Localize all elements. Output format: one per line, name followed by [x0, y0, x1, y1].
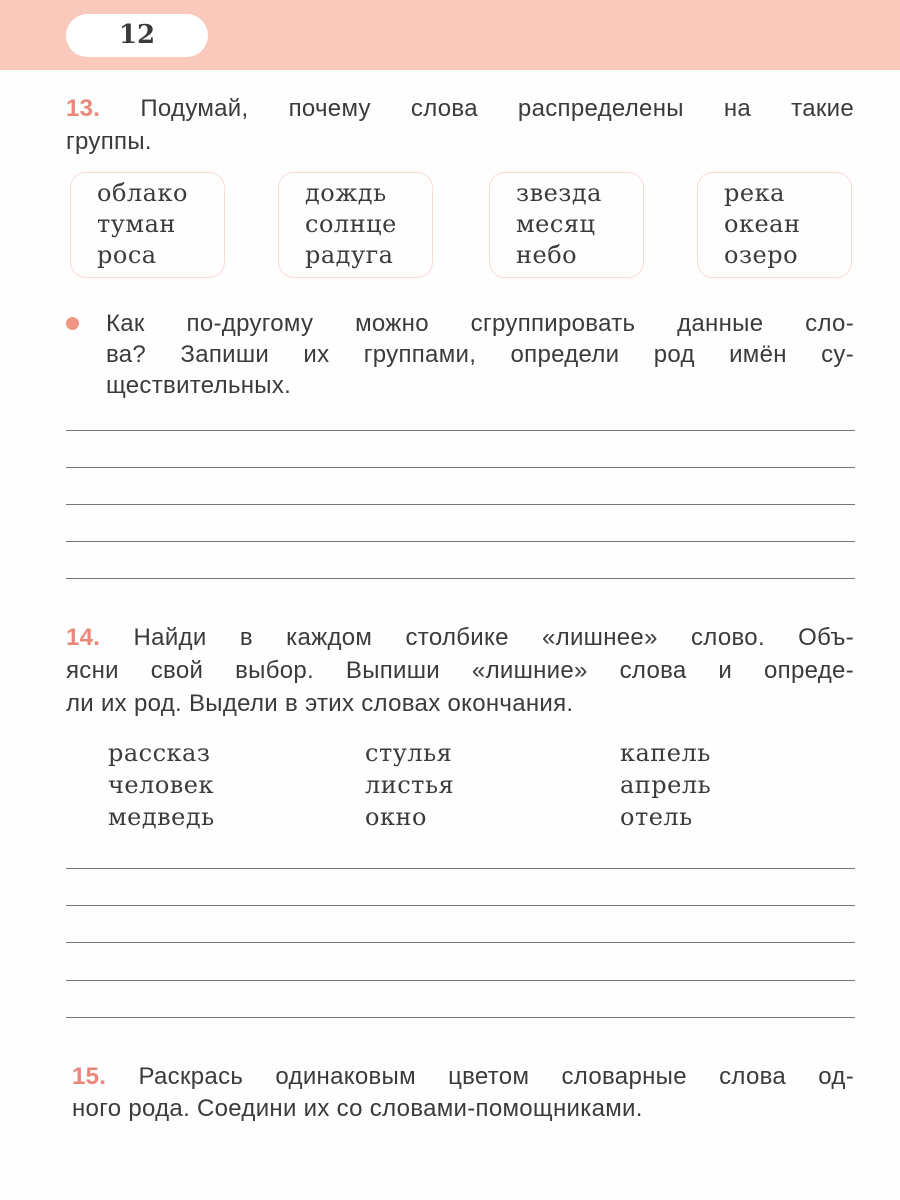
word: туман [97, 210, 176, 238]
word: солнце [305, 210, 397, 238]
word: капель [620, 739, 711, 767]
answer-line[interactable] [66, 1017, 855, 1018]
task-number: 14. [66, 624, 101, 651]
word-group [278, 172, 433, 278]
task13-line1 [66, 92, 854, 125]
answer-line[interactable] [66, 467, 855, 468]
answer-line[interactable] [66, 980, 855, 981]
word: отель [620, 803, 693, 831]
word: рассказ [108, 739, 211, 767]
word: небо [516, 241, 578, 269]
bullet-line: Как по-другому можно сгруппировать данные сло- [106, 310, 854, 337]
task-number: 15. [72, 1063, 107, 1090]
task14-line2: ясни свой выбор. Выпиши «лишние» слова и опреде- [66, 657, 854, 684]
word-group [70, 172, 225, 278]
word: озеро [724, 241, 799, 269]
task14-line1 [66, 621, 854, 654]
word: океан [724, 210, 801, 238]
word: человек [108, 771, 214, 799]
bullet-line: ществительных. [106, 372, 292, 399]
answer-line[interactable] [66, 578, 855, 579]
task13-line2: группы. [66, 128, 152, 155]
word-group [489, 172, 644, 278]
task-number: 13. [66, 95, 101, 122]
bullet-line: ва? Запиши их группами, определи род имён су- [106, 341, 854, 368]
word-column [620, 737, 711, 833]
word: апрель [620, 771, 712, 799]
word: звезда [516, 179, 602, 207]
bullet-icon [66, 317, 79, 330]
word-column [365, 737, 454, 833]
word: река [724, 179, 785, 207]
answer-line[interactable] [66, 868, 855, 869]
answer-line[interactable] [66, 942, 855, 943]
word: медведь [108, 803, 215, 831]
word: облако [97, 179, 188, 207]
answer-line[interactable] [66, 430, 855, 431]
task14-line3: ли их род. Выдели в этих словах окончания. [66, 690, 574, 717]
word: стулья [365, 739, 453, 767]
word: дождь [305, 179, 387, 207]
word: радуга [305, 241, 394, 269]
word: листья [365, 771, 455, 799]
word-group [697, 172, 852, 278]
answer-line[interactable] [66, 905, 855, 906]
word-column [108, 737, 215, 833]
task-text: Найди в каждом столбике «лишнее» слово. Объ- [133, 624, 854, 651]
task15-line1 [72, 1060, 854, 1093]
page-number: 12 [66, 14, 208, 57]
word: роса [97, 241, 157, 269]
word: окно [365, 803, 427, 831]
task15-line2: ного рода. Соедини их со словами-помощниками. [72, 1095, 643, 1122]
word: месяц [516, 210, 596, 238]
answer-line[interactable] [66, 504, 855, 505]
task-text: Раскрась одинаковым цветом словарные слова од- [138, 1063, 855, 1090]
answer-line[interactable] [66, 541, 855, 542]
task-text: Подумай, почему слова распределены на такие [140, 95, 854, 122]
